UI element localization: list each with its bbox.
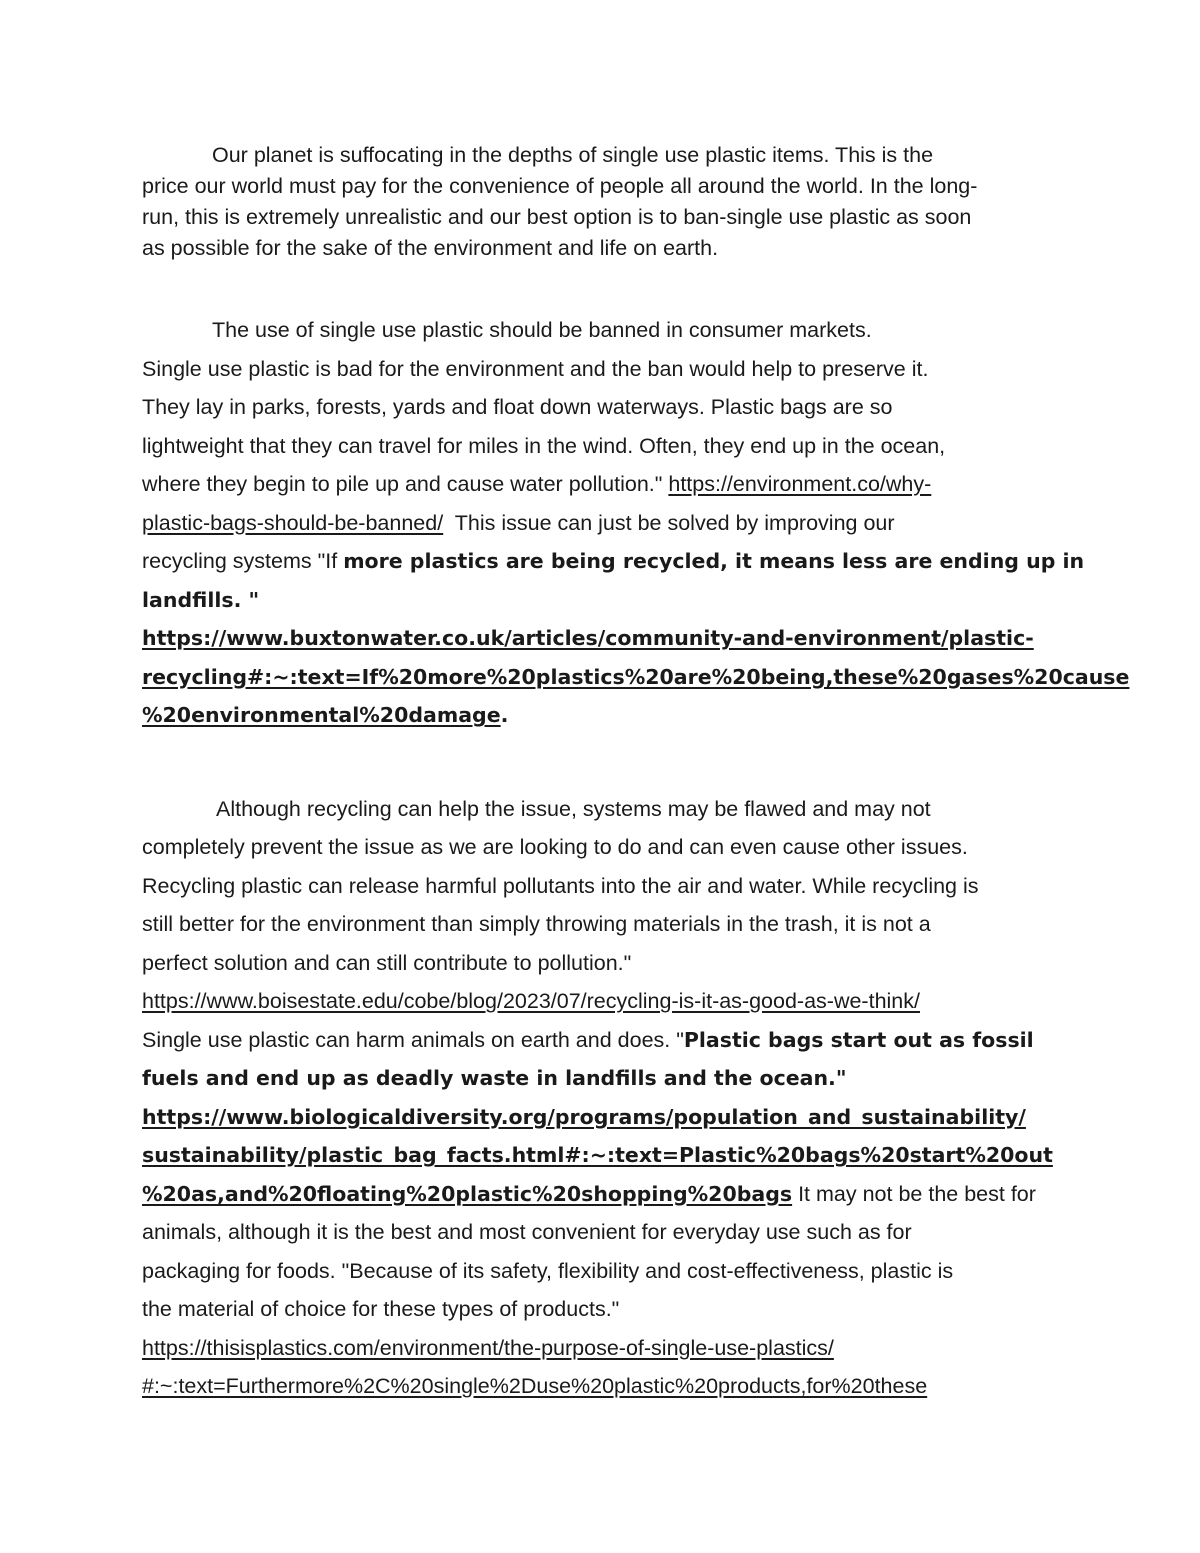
buxtonwater-link-continued[interactable]: recycling#:~:text=If%20more%20plastics%20are%20being,these%20gases%20cause [142,664,1130,689]
text-line: This issue can just be solved by improving our [443,510,895,535]
biologicaldiversity-link[interactable]: https://www.biologicaldiversity.org/programs/population_and_sustainability/ [142,1104,1026,1129]
text-line: They lay in parks, forests, yards and float down waterways. Plastic bags are so [142,395,893,419]
text-line: lightweight that they can travel for miles in the wind. Often, they end up in the ocean, [142,433,946,458]
text-line: animals, although it is the best and most convenient for everyday use such as for [142,1220,912,1244]
thisisplastics-link-continued[interactable]: #:~:text=Furthermore%2C%20single%2Duse%20plastic%20products,for%20these [142,1374,928,1398]
text-line: Although recycling can help the issue, systems may be flawed and may not [216,796,931,821]
text-line: the material of choice for these types of products." [142,1297,620,1321]
text-line: Single use plastic is bad for the environment and the ban would help to preserve it. [142,356,929,381]
text-line: The use of single use plastic should be banned in consumer markets. [212,318,872,342]
text-line: as possible for the sake of the environment and life on earth. [142,236,719,260]
period: . [500,703,509,727]
text-line: still better for the environment than simply throwing materials in the trash, it is not a [142,912,931,936]
bold-quote: Plastic bags start out as fossil [683,1027,1034,1052]
text-line: recycling systems "If [142,549,344,573]
bold-quote: landfills. " [142,587,260,612]
text-line: price our world must pay for the convenience of people all around the world. In the long- [142,174,978,198]
bold-quote: fuels and end up as deadly waste in landfills and the ocean." [142,1066,847,1090]
text-line: perfect solution and can still contribute to pollution." [142,950,632,975]
recycling-paragraph [142,790,1062,1406]
text-line: It may not be the best for [792,1181,1036,1206]
text-line: completely prevent the issue as we are looking to do and can even cause other issues. [142,835,968,859]
biologicaldiversity-link-continued[interactable]: sustainability/plastic_bag_facts.html#:~:text=Plastic%20bags%20start%20out [142,1143,1053,1167]
text-line: where they begin to pile up and cause water pollution." [142,472,669,496]
biologicaldiversity-link-end[interactable]: %20as,and%20floating%20plastic%20shopping%20bags [142,1181,793,1206]
text-line: packaging for foods. "Because of its safety, flexibility and cost-effectiveness, plastic is [142,1258,954,1283]
thisisplastics-link[interactable]: https://thisisplastics.com/environment/the-purpose-of-single-use-plastics/ [142,1335,834,1360]
environment-co-link[interactable]: https://environment.co/why- [668,472,932,496]
environment-co-link-continued[interactable]: plastic-bags-should-be-banned/ [142,510,444,535]
text-line: Our planet is suffocating in the depths of single use plastic items. This is the [212,143,934,167]
intro-paragraph [142,140,1062,264]
text-line: Recycling plastic can release harmful pollutants into the air and water. While recycling is [142,873,979,898]
boisestate-link[interactable]: https://www.boisestate.edu/cobe/blog/2023/07/recycling-is-it-as-good-as-we-think/ [142,989,920,1013]
buxtonwater-link[interactable]: https://www.buxtonwater.co.uk/articles/community-and-environment/plastic- [142,626,1034,650]
buxtonwater-link-end[interactable]: %20environmental%20damage [142,703,501,727]
text-line: run, this is extremely unrealistic and our best option is to ban-single use plastic as soon [142,205,972,229]
text-line: Single use plastic can harm animals on earth and does. " [142,1027,684,1052]
document-page [142,140,1130,1406]
bold-quote: more plastics are being recycled, it means less are ending up in [343,549,1085,573]
ban-argument-paragraph [142,311,1130,735]
